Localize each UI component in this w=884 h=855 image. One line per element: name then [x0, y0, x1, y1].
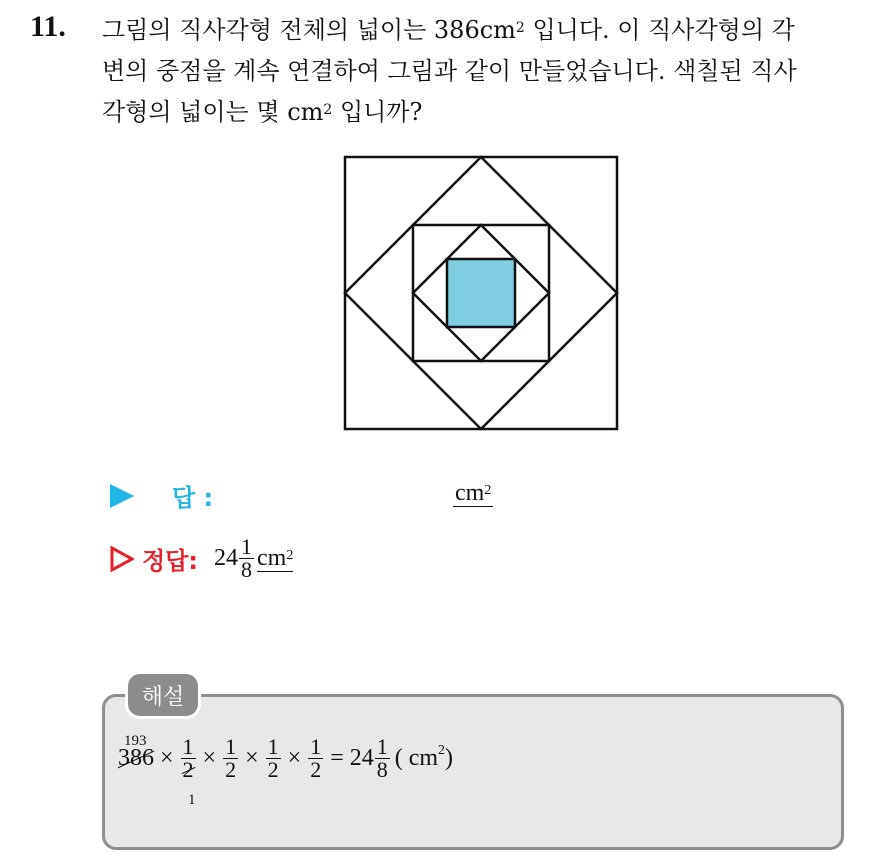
- question-line-2: 변의 중점을 계속 연결하여 그림과 같이 만들었습니다. 색칠된 직사: [102, 57, 797, 85]
- outline-triangle-icon: [110, 546, 134, 572]
- nested-rectangles-figure: [343, 155, 621, 433]
- correct-answer-label: 정답:: [142, 547, 198, 575]
- cancel-note-below: 1: [188, 792, 196, 808]
- correct-answer-row: [110, 536, 293, 581]
- answer-label: 답 :: [172, 484, 214, 512]
- solution-equation: 386 × $\frac{1}{2}$ × $\frac{1}{2}$ × $\frac{1}{2}$ × $\frac{1}{2}$ = 24 $\frac{1}{8}$ ( $cm^2$): [118, 734, 454, 782]
- question-text: [102, 10, 872, 133]
- answer-row: [110, 478, 213, 513]
- answer-blank[interactable]: $cm^2$: [455, 480, 492, 506]
- cancel-note-above: 193: [124, 733, 147, 749]
- shaded-rectangle: [447, 259, 515, 327]
- crossed-386: 386: [118, 745, 154, 771]
- solution-tab: 해설: [128, 674, 198, 716]
- question-line-3: 각형의 넓이는 몇 $cm^2$ 입니까?: [102, 98, 423, 126]
- play-triangle-icon: [110, 484, 134, 508]
- correct-answer-value: 24 $\frac{1}{8}$ $cm^2$: [213, 534, 294, 582]
- question-number: 11.: [30, 10, 66, 43]
- question-line-1: 그림의 직사각형 전체의 넓이는 $386cm^2$ 입니다. 이 직사각형의 각: [102, 16, 795, 44]
